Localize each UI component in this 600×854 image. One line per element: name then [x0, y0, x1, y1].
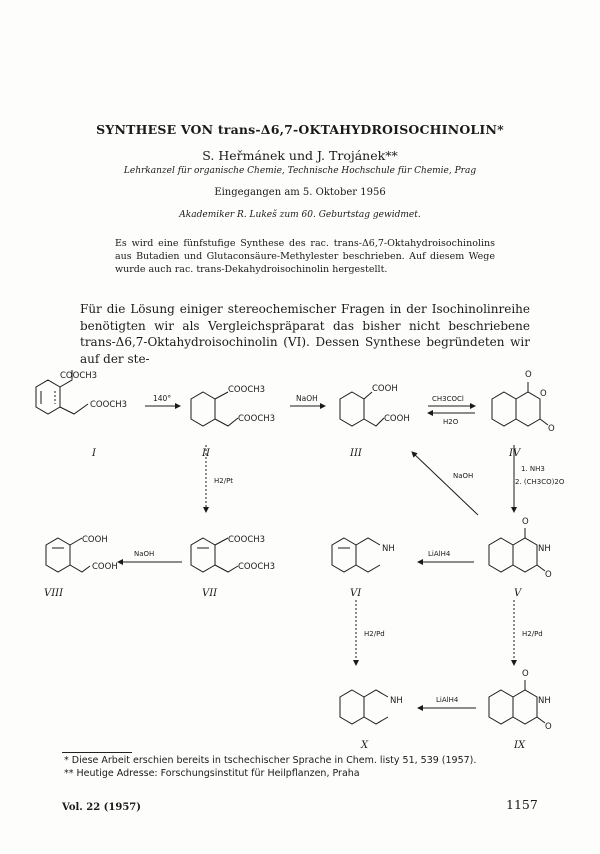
- arrow-v-iii: [412, 452, 478, 515]
- label-v: V: [514, 588, 522, 599]
- footnote-rule: [62, 752, 132, 753]
- volume-info: Vol. 22 (1957): [62, 802, 141, 813]
- label-iii: III: [350, 448, 362, 459]
- reagent-h2pt: H2/Pt: [214, 477, 234, 485]
- abstract: Es wird eine fünfstufige Synthese des rac. trans-Δ6,7-Oktahydroisochinolins aus Butadien und Glutaconsäure-Methylester beschrieben. Auf diesem Wege wurde auch rac. trans-Dekahydroisochinolin hergestellt.: [115, 238, 495, 275]
- dedication: Akademiker R. Lukeš zum 60. Geburtstag gewidmet.: [179, 210, 421, 220]
- label-ii: II: [202, 448, 210, 459]
- reagent-naoh-3: NaOH: [134, 550, 155, 558]
- label-x: X: [361, 740, 369, 751]
- group-vi-nh: NH: [382, 544, 395, 554]
- page-number: 1157: [506, 797, 538, 812]
- group-ii-bottom: COOCH3: [238, 414, 276, 424]
- group-iv-o-bottom: O: [548, 424, 555, 434]
- reagent-h2pd-1: H2/Pd: [364, 630, 385, 638]
- compound-v-structure: [489, 528, 545, 572]
- compound-ii-structure: [191, 392, 238, 426]
- footnote-1: * Diese Arbeit erschien bereits in tschechischer Sprache in Chem. listy 51, 539 (1957).: [64, 755, 477, 766]
- reagent-h2pd-2: H2/Pd: [522, 630, 543, 638]
- reagent-heat: 140°: [153, 394, 172, 403]
- label-vii: VII: [202, 588, 218, 599]
- reagent-water: H2O: [443, 418, 459, 426]
- compound-x-structure: [340, 690, 388, 724]
- compound-iii-structure: [340, 392, 384, 426]
- reagent-acetyl: CH3COCl: [432, 395, 464, 403]
- group-iv-o-top: O: [525, 370, 532, 380]
- group-ix-o-bottom: O: [545, 722, 552, 732]
- reagent-acetic: 2. (CH3CO)2O: [515, 478, 565, 486]
- label-i: I: [92, 448, 96, 459]
- group-ix-nh: NH: [538, 696, 551, 706]
- group-vii-top: COOCH3: [228, 535, 266, 545]
- group-v-nh: NH: [538, 544, 551, 554]
- group-viii-top: COOH: [82, 535, 108, 545]
- group-x-nh: NH: [390, 696, 403, 706]
- reagent-naoh-2: NaOH: [453, 472, 474, 480]
- reagent-lialh4-1: LiAlH4: [428, 550, 451, 558]
- group-ix-o-top: O: [522, 669, 529, 679]
- label-vi: VI: [350, 588, 362, 599]
- footnote-2: ** Heutige Adresse: Forschungsinstitut für Heilpflanzen, Praha: [64, 768, 360, 779]
- authors: S. Heřmánek und J. Trojánek**: [202, 148, 398, 163]
- label-viii: VIII: [44, 588, 64, 599]
- group-v-o-top: O: [522, 517, 529, 527]
- paper-title: SYNTHESE VON trans-Δ6,7-OKTAHYDROISOCHINOLIN*: [96, 122, 504, 137]
- group-iv-o-ring: O: [540, 389, 547, 399]
- group-ii-top: COOCH3: [228, 385, 266, 395]
- group-iii-bottom: COOH: [384, 414, 410, 424]
- group-iii-top: COOH: [372, 384, 398, 394]
- group-i-bottom: COOCH3: [90, 400, 128, 410]
- group-viii-bottom: COOH: [92, 562, 118, 572]
- reagent-nh3: 1. NH3: [521, 465, 545, 473]
- affiliation: Lehrkanzel für organische Chemie, Technische Hochschule für Chemie, Prag: [123, 166, 477, 176]
- body-paragraph: Für die Lösung einiger stereochemischer Fragen in der Isochinolinreihe benötigten wir als Vergleichspräparat das bisher nicht beschriebene trans-Δ6,7-Oktahydroisochinolin (VI). Dessen Synthese begründeten wir auf der ste-: [80, 302, 530, 366]
- received-date: Eingegangen am 5. Oktober 1956: [214, 187, 386, 198]
- group-i-top: COOCH3: [60, 371, 98, 381]
- reagent-naoh-1: NaOH: [296, 394, 318, 403]
- label-iv: IV: [509, 448, 521, 459]
- compound-vi-structure: [332, 538, 380, 572]
- label-ix: IX: [514, 740, 526, 751]
- reagent-lialh4-2: LiAlH4: [436, 696, 459, 704]
- compound-ix-structure: [489, 680, 545, 724]
- group-v-o-bottom: O: [545, 570, 552, 580]
- group-vii-bottom: COOCH3: [238, 562, 276, 572]
